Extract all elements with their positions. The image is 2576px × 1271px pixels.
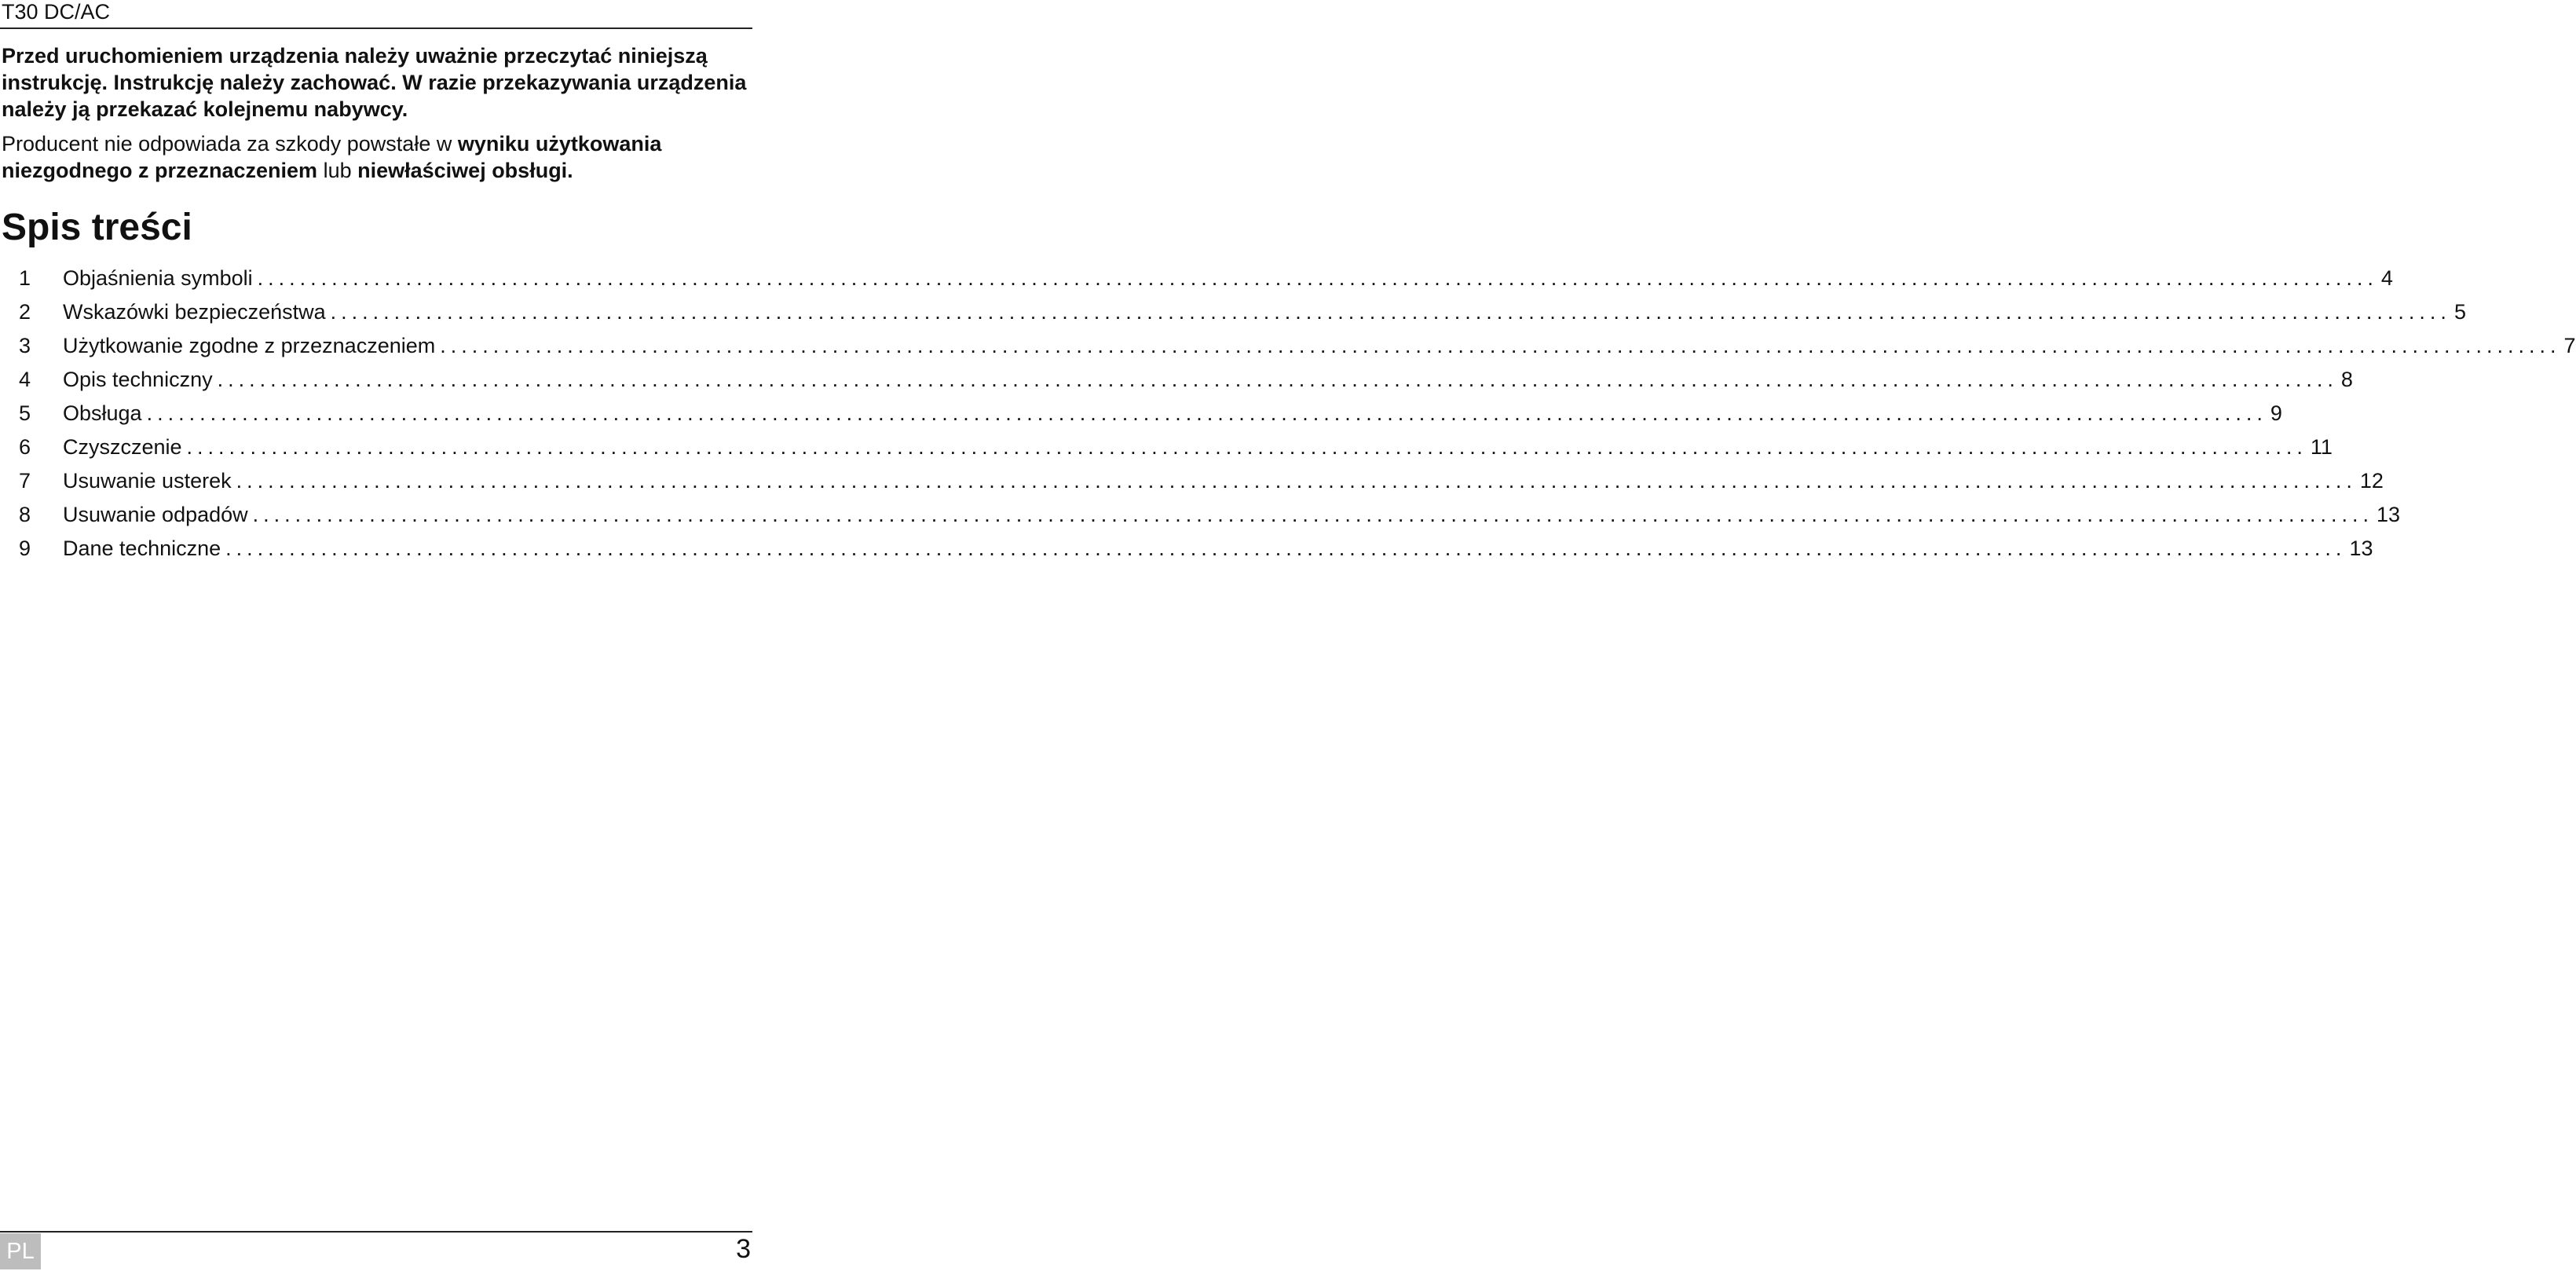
toc-entry-number: 7 bbox=[19, 469, 31, 493]
document-title: T30 DC/AC bbox=[2, 0, 111, 24]
toc-entry-title[interactable]: Czyszczenie bbox=[63, 435, 182, 459]
toc-entry[interactable] bbox=[0, 363, 2353, 397]
disclaimer-bold-2: niewłaściwej obsługi. bbox=[357, 159, 573, 182]
toc-leader-dots: ........................................................................................................................................................................................................ bbox=[330, 300, 2451, 324]
footer-divider bbox=[0, 1231, 752, 1233]
toc-entry-title[interactable]: Wskazówki bezpieczeństwa bbox=[63, 300, 326, 324]
toc-entry-number: 4 bbox=[19, 368, 31, 391]
toc-leader-dots: ........................................................................................................................................................................................................ bbox=[257, 266, 2378, 290]
toc-entry-title[interactable]: Objaśnienia symboli bbox=[63, 266, 253, 290]
toc-entry-page: 8 bbox=[2340, 368, 2353, 391]
header-divider bbox=[0, 27, 752, 29]
toc-heading: Spis treści bbox=[2, 207, 192, 248]
toc-entry-page: 11 bbox=[2310, 435, 2333, 459]
toc-entry-number: 5 bbox=[19, 401, 31, 425]
toc-entry-title[interactable]: Opis techniczny bbox=[63, 368, 213, 391]
disclaimer-paragraph bbox=[2, 130, 748, 184]
toc-entry-page: 4 bbox=[2380, 266, 2393, 290]
table-of-contents bbox=[0, 262, 2576, 566]
toc-entry[interactable] bbox=[0, 498, 2401, 532]
toc-entry-page: 13 bbox=[2349, 537, 2373, 560]
toc-entry-page: 12 bbox=[2359, 469, 2384, 493]
toc-entry-title[interactable]: Obsługa bbox=[63, 401, 142, 425]
toc-entry-title[interactable]: Dane techniczne bbox=[63, 537, 221, 560]
toc-entry-number: 6 bbox=[19, 435, 31, 459]
toc-entry[interactable] bbox=[0, 295, 2466, 329]
toc-entry-title[interactable]: Usuwanie usterek bbox=[63, 469, 232, 493]
toc-entry[interactable] bbox=[0, 464, 2384, 498]
toc-leader-dots: ........................................................................................................................................................................................................ bbox=[252, 503, 2373, 526]
toc-entry[interactable] bbox=[0, 532, 2373, 566]
toc-leader-dots: ........................................................................................................................................................................................................ bbox=[186, 435, 2307, 459]
toc-entry-number: 1 bbox=[19, 266, 31, 290]
toc-leader-dots: ........................................................................................................................................................................................................ bbox=[217, 368, 2338, 391]
disclaimer-text-1: Producent nie odpowiada za szkody powstałe w bbox=[2, 132, 458, 156]
disclaimer-bold-1: wyniku użytkowania niezgodnego z przeznaczeniem bbox=[2, 132, 662, 182]
toc-entry-number: 9 bbox=[19, 537, 31, 560]
toc-entry-number: 3 bbox=[19, 334, 31, 357]
toc-entry-page: 7 bbox=[2563, 334, 2576, 357]
toc-leader-dots: ........................................................................................................................................................................................................ bbox=[236, 469, 2357, 493]
intro-paragraph: Przed uruchomieniem urządzenia należy uważnie przeczytać niniejszą instrukcję. Instrukcję należy zachować. W razie przekazywania urządzenia należy ją przekazać kolejnemu nabywcy. bbox=[2, 44, 747, 121]
toc-leader-dots: ........................................................................................................................................................................................................ bbox=[146, 401, 2267, 425]
toc-entry[interactable] bbox=[0, 397, 2282, 430]
toc-entry-page: 5 bbox=[2453, 300, 2466, 324]
toc-entry-number: 2 bbox=[19, 300, 31, 324]
disclaimer-text-2: lub bbox=[317, 159, 358, 182]
toc-entry-page: 13 bbox=[2376, 503, 2401, 526]
toc-entry-number: 8 bbox=[19, 503, 31, 526]
toc-leader-dots: ........................................................................................................................................................................................................ bbox=[440, 334, 2561, 357]
page-number: 3 bbox=[736, 1234, 751, 1264]
toc-entry[interactable] bbox=[0, 430, 2333, 464]
toc-entry-title[interactable]: Użytkowanie zgodne z przeznaczeniem bbox=[63, 334, 436, 357]
toc-entry[interactable] bbox=[0, 329, 2576, 363]
toc-entry[interactable] bbox=[0, 262, 2393, 295]
language-badge: PL bbox=[0, 1233, 41, 1269]
toc-entry-page: 9 bbox=[2270, 401, 2282, 425]
toc-entry-title[interactable]: Usuwanie odpadów bbox=[63, 503, 248, 526]
toc-leader-dots: ........................................................................................................................................................................................................ bbox=[225, 537, 2347, 560]
